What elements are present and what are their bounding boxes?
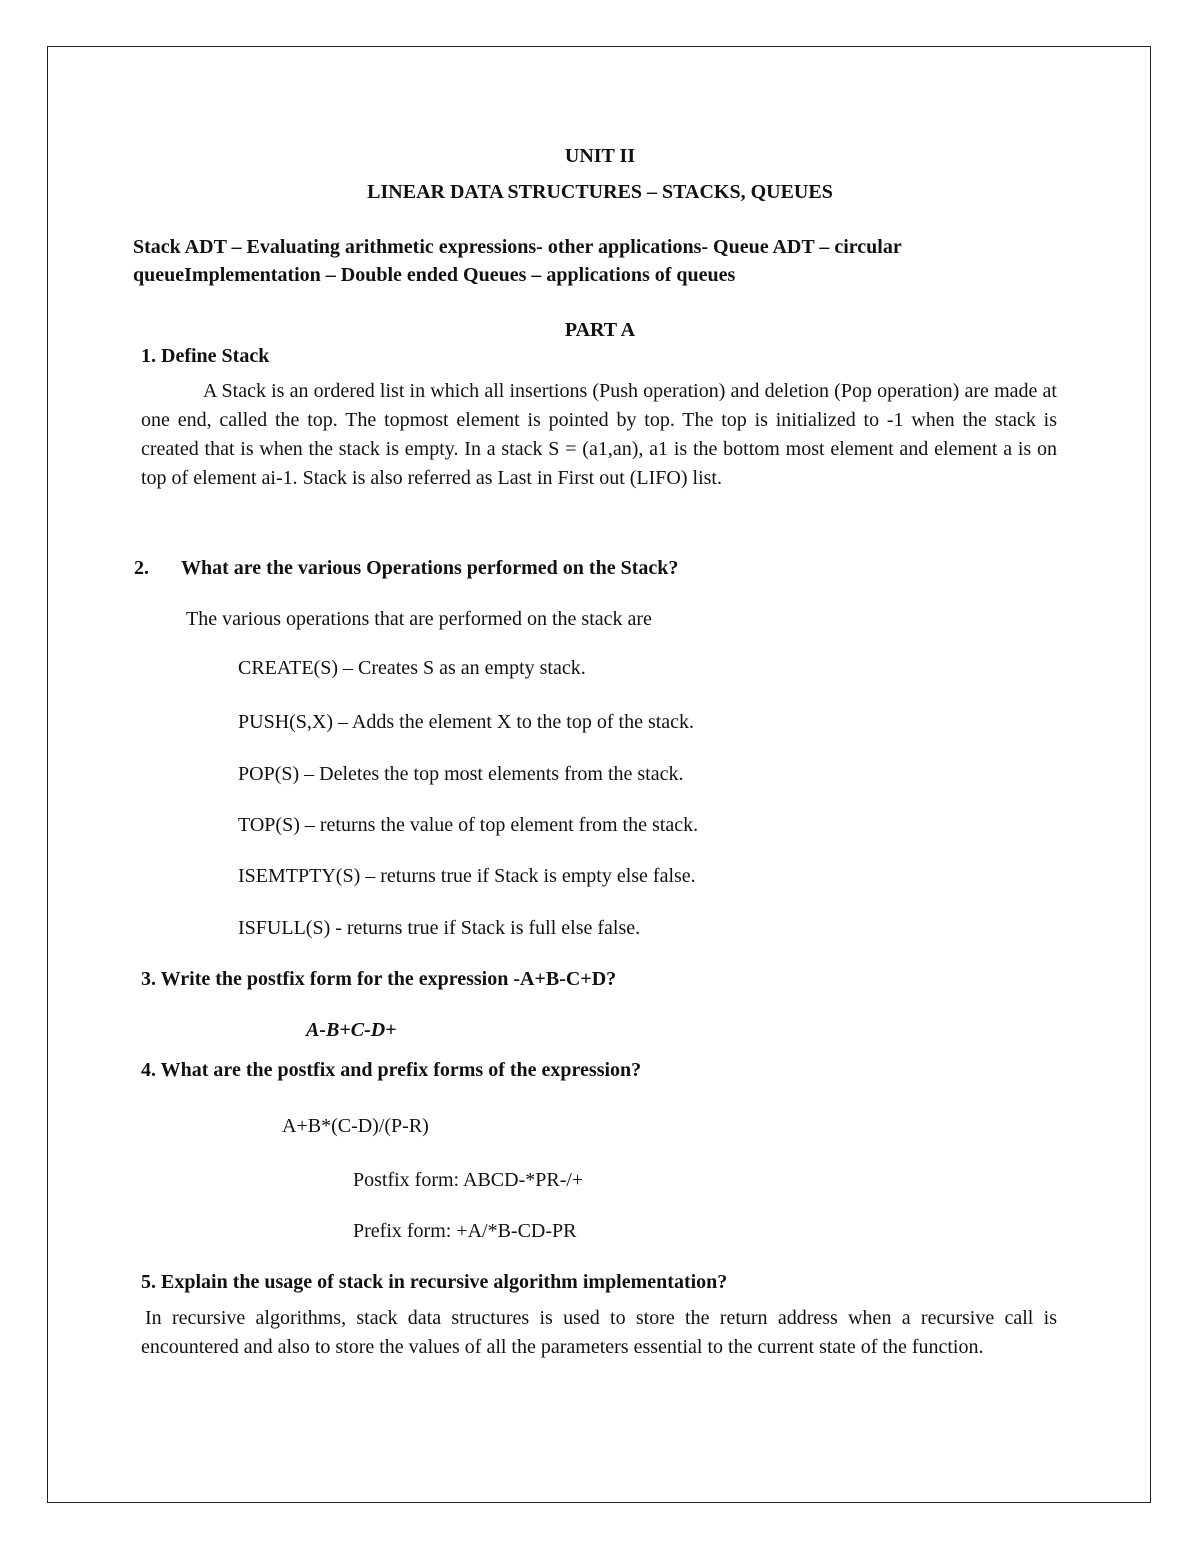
syllabus-line-2: queueImplementation – Double ended Queues – applications of queues: [133, 264, 736, 286]
q5-question: 5. Explain the usage of stack in recursive algorithm implementation?: [141, 1271, 728, 1293]
q4-question: 4. What are the postfix and prefix forms of the expression?: [141, 1059, 642, 1081]
part-heading: PART A: [564, 319, 636, 341]
syllabus-line-1: Stack ADT – Evaluating arithmetic expressions- other applications- Queue ADT – circular: [133, 236, 902, 258]
q2-question: What are the various Operations performed on the Stack?: [181, 557, 679, 579]
q3-question: 3. Write the postfix form for the expression -A+B-C+D?: [141, 968, 617, 990]
op-isempty: ISEMTPTY(S) – returns true if Stack is empty else false.: [238, 865, 696, 887]
op-pop: POP(S) – Deletes the top most elements from the stack.: [238, 763, 684, 785]
q2-number: 2.: [134, 557, 149, 579]
op-isfull: ISFULL(S) - returns true if Stack is full else false.: [238, 917, 641, 939]
q3-answer: A-B+C-D+: [306, 1019, 397, 1041]
op-create: CREATE(S) – Creates S as an empty stack.: [238, 657, 586, 679]
unit-heading: UNIT II: [564, 145, 636, 167]
op-push: PUSH(S,X) – Adds the element X to the top of the stack.: [238, 711, 695, 733]
q1-answer: A Stack is an ordered list in which all insertions (Push operation) and deletion (Pop operation) are made at one end, called the top. The topmost element is pointed by top. The top is initialized to -1 when the stack is created that is when the stack is empty. In a stack S = (a1,an), a1 is the bottom most element and element a is on top of element ai-1. Stack is also referred as Last in First out (LIFO) list.: [141, 380, 1057, 489]
q4-postfix: Postfix form: ABCD-*PR-/+: [353, 1169, 584, 1191]
unit-title: LINEAR DATA STRUCTURES – STACKS, QUEUES: [367, 181, 833, 203]
q4-prefix: Prefix form: +A/*B-CD-PR: [353, 1220, 577, 1242]
op-top: TOP(S) – returns the value of top element from the stack.: [238, 814, 699, 836]
q4-expression: A+B*(C-D)/(P-R): [282, 1115, 429, 1137]
q5-answer: In recursive algorithms, stack data structures is used to store the return address when a recursive call is encountered and also to store the values of all the parameters essential to the current state of the function.: [141, 1307, 1057, 1358]
q2-intro: The various operations that are performed on the stack are: [186, 608, 652, 630]
q1-question: 1. Define Stack: [141, 345, 270, 367]
